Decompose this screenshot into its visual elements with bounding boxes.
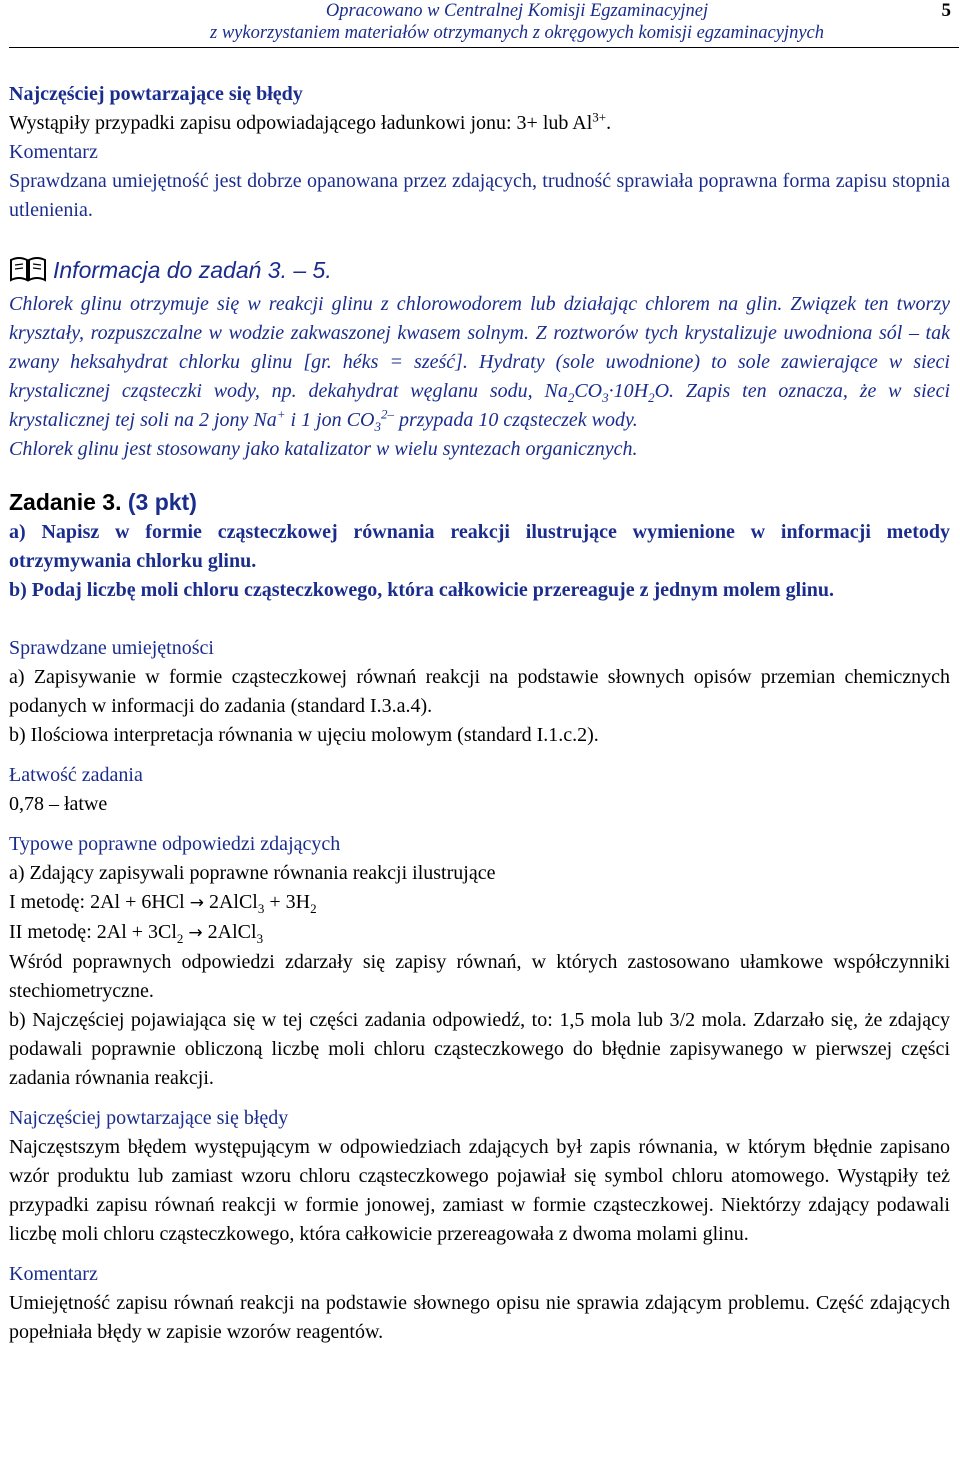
skills-heading: Sprawdzane umiejętności [9, 637, 214, 659]
comment-heading: Komentarz [9, 1263, 98, 1285]
m1-sub-1: 3 [257, 901, 265, 916]
info-title: Informacja do zadań 3. – 5. [53, 257, 332, 283]
info-sentence-1: Chlorek glinu otrzymuje się w reakcji glinu z chlorowodorem lub działając chlorem na glin. Związek ten tworzy kryształy, rozpuszczalne w wodzie zakwaszonej kwasem solnym. Z roztworów tych krystalizuje uwodniona sól – tak zwany heksahydrat chlorku glinu [gr. héks = sześć]. Hydraty (sole uwodnione) to sole zawierające w sieci krystalicznej cząsteczki wody, np. dekahydrat węglanu sodu, Na [9, 293, 950, 402]
skills-a: a) Zapisywanie w formie cząsteczkowej równań reakcji na podstawie słownych opisów przemian chemicznych podanych w informacji do zadania (standard I.3.a.4). [9, 666, 950, 717]
info-sentence-2-end: przypada 10 cząsteczek wody. [393, 409, 638, 431]
m2-product: 2AlCl [202, 921, 257, 943]
arrow-icon: → [189, 893, 204, 913]
arrow-icon: → [188, 923, 203, 943]
page-content [9, 80, 950, 1347]
task-points: (3 pkt) [127, 489, 197, 515]
m2-label: II metodę: 2Al + 3Cl [9, 921, 177, 943]
spacer [9, 750, 950, 761]
difficulty-heading: Łatwość zadania [9, 764, 143, 786]
errors-prev-text-main: Wystąpiły przypadki zapisu odpowiadającego ładunkowi jonu: 3+ lub Al [9, 112, 593, 134]
m1-plus: + 3H [264, 891, 311, 913]
difficulty-value: 0,78 – łatwe [9, 793, 108, 815]
m2-sub-2: 3 [256, 931, 264, 946]
al-charge: 3+ [592, 109, 607, 125]
spacer [9, 1093, 950, 1104]
answers-method-2 [9, 918, 950, 948]
info-co3b-sub: 3 [374, 419, 381, 434]
header-rule [9, 47, 959, 48]
errors-prev-text [9, 109, 950, 138]
info-10h: ·10H [608, 380, 649, 402]
info-paragraph [9, 290, 950, 435]
m1-sub-2: 2 [310, 901, 317, 916]
comment-prev-text: Sprawdzana umiejętność jest dobrze opanowana przez zdających, trudność sprawiała poprawna forma zapisu stopnia utlenienia. [9, 170, 950, 221]
task-question-b: b) Podaj liczbę moli chloru cząsteczkowego, która całkowicie przereaguje z jednym molem glinu. [9, 579, 835, 601]
errors-prev-heading: Najczęściej powtarzające się błędy [9, 83, 303, 105]
task-title: Zadanie 3. [9, 489, 122, 515]
info-co3-sub: 3 [602, 390, 609, 405]
spacer [9, 225, 950, 254]
info-sentence-2-start: O. Zapis ten oznacza, że w sieci krystalicznej tej soli na 2 jony Na [9, 380, 950, 431]
errors-heading: Najczęściej powtarzające się błędy [9, 1107, 289, 1129]
comment-prev-heading: Komentarz [9, 141, 98, 163]
m2-sub-1: 2 [176, 931, 184, 946]
info-title-row [9, 254, 950, 290]
info-co3: CO [574, 380, 603, 402]
task-question-a: a) Napisz w formie cząsteczkowej równania reakcji ilustrujące wymienione w informacji metody otrzymywania chlorku glinu. [9, 521, 950, 572]
m1-label: I metodę: 2Al + 6HCl [9, 891, 190, 913]
answers-method-1 [9, 888, 950, 918]
info-sentence-2-mid: i 1 jon CO [285, 409, 375, 431]
answers-fractions: Wśród poprawnych odpowiedzi zdarzały się zapisy równań, w których zastosowano ułamkowe współczynniki stechiometryczne. [9, 951, 950, 1002]
info-co3b-charge: 2– [380, 406, 394, 422]
comment-text: Umiejętność zapisu równań reakcji na podstawie słownego opisu nie sprawia zdającym problemu. Część zdających popełniała błędy w zapisie wzorów reagentów. [9, 1292, 950, 1343]
info-sentence-3: Chlorek glinu jest stosowany jako katalizator w wielu syntezach organicznych. [9, 438, 638, 460]
errors-prev-text-end: . [606, 112, 612, 134]
answers-intro: a) Zdający zapisywali poprawne równania reakcji ilustrujące [9, 862, 496, 884]
header-line-1: Opracowano w Centralnej Komisji Egzaminacyjnej [325, 1, 709, 21]
spacer [9, 819, 950, 830]
page-number: 5 [941, 0, 951, 21]
answers-heading: Typowe poprawne odpowiedzi zdających [9, 833, 341, 855]
book-icon [9, 256, 47, 290]
header-line-2: z wykorzystaniem materiałów otrzymanych z okręgowych komisji egzaminacyjnych [210, 23, 824, 43]
page-header [0, 0, 960, 44]
m1-product: 2AlCl [203, 891, 258, 913]
info-h2-sub: 2 [648, 390, 655, 405]
info-na-charge: + [276, 406, 286, 422]
info-na2-sub: 2 [567, 390, 575, 405]
skills-b: b) Ilościowa interpretacja równania w ujęciu molowym (standard I.1.c.2). [9, 724, 599, 746]
spacer [9, 605, 950, 634]
spacer [9, 1249, 950, 1260]
spacer [9, 475, 950, 486]
errors-text: Najczęstszym błędem występującym w odpowiedziach zdających był zapis równania, w którym błędnie zapisano wzór produktu lub zamiast wzoru chloru cząsteczkowego pojawiał się symbol chloru atomowego. Wystąpiły też przypadki zapisu równań reakcji w formie jonowej, zamiast w formie cząsteczkowej. Niektórzy zdający podawali liczbę moli chloru cząsteczkowego, która całkowicie przereagowała z dwoma molami glinu. [9, 1136, 950, 1245]
answers-b: b) Najczęściej pojawiająca się w tej części zadania odpowiedź, to: 1,5 mola lub 3/2 mola. Zdarzało się, że zdający podawali poprawnie obliczoną liczbę moli chloru cząsteczkowego do błędnie zapisywanego w pierwszej części zadania równania reakcji. [9, 1009, 950, 1089]
header-text [210, 0, 824, 44]
spacer [9, 464, 950, 475]
task-title-row [9, 486, 950, 518]
